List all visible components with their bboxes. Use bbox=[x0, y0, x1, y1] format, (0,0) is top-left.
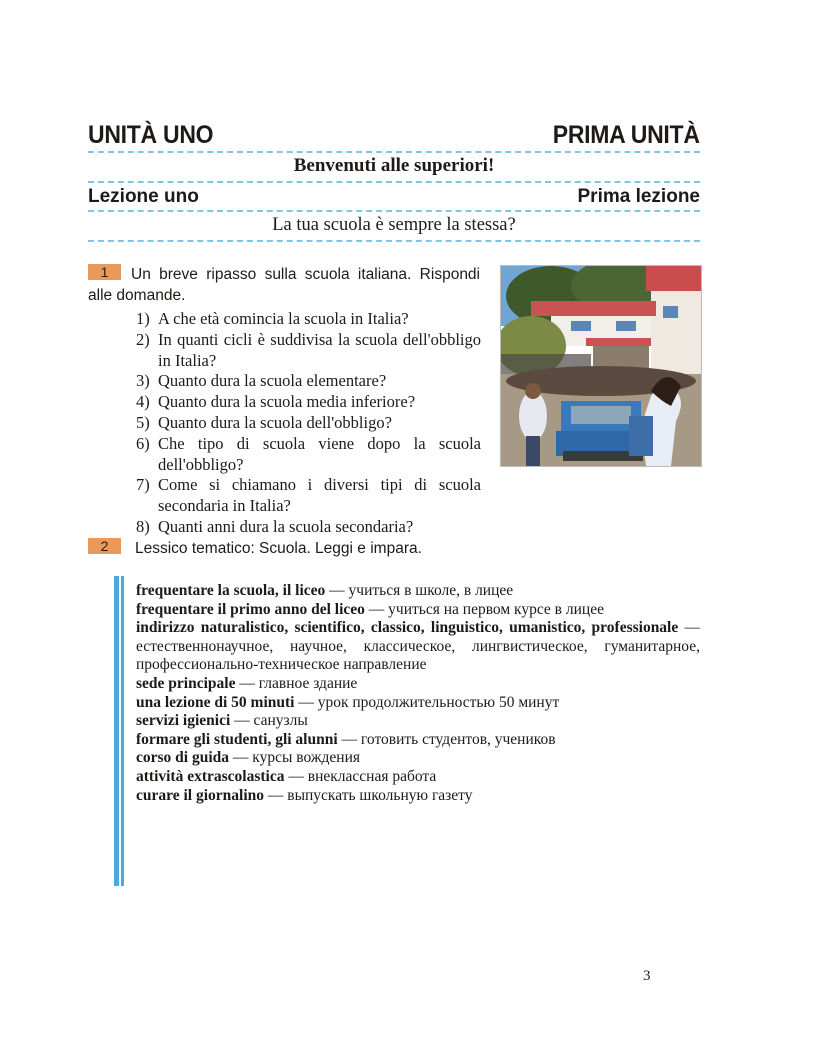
question-number: 1) bbox=[136, 309, 150, 328]
question-number: 5) bbox=[136, 412, 150, 432]
vocab-entry bbox=[136, 601, 700, 620]
vocab-entry bbox=[136, 787, 700, 806]
vocab-entry bbox=[136, 619, 700, 675]
vocab-term: curare il giornalino bbox=[136, 786, 265, 804]
vocab-term: attività extrascolastica bbox=[136, 767, 285, 785]
exercise-number-badge: 1 bbox=[88, 264, 121, 280]
divider bbox=[88, 210, 700, 212]
exercise-1-text: Un breve ripasso sulla scuola italiana. Rispondi alle domande. bbox=[88, 266, 480, 304]
question-item bbox=[136, 413, 481, 434]
divider bbox=[88, 240, 700, 242]
divider bbox=[88, 181, 700, 183]
vocab-translation: — выпускать школьную газету bbox=[267, 786, 473, 804]
vocab-translation: — главное здание bbox=[239, 674, 358, 692]
school-photo-illustration bbox=[501, 266, 701, 466]
vocab-translation: — санузлы bbox=[234, 712, 308, 730]
vocab-translation: — естественнонаучное, научное, классическое, лингвистическое, гуманитарное, профессионально-техническое направление bbox=[136, 619, 701, 674]
question-text: Quanti anni dura la scuola secondaria? bbox=[158, 516, 414, 536]
question-text: A che età comincia la scuola in Italia? bbox=[158, 309, 409, 328]
school-photo bbox=[500, 265, 702, 467]
question-item bbox=[136, 371, 481, 392]
vocab-translation: — учиться в школе, в лицее bbox=[329, 582, 514, 599]
question-number: 2) bbox=[136, 329, 150, 349]
vocab-translation: — урок продолжительностью 50 минут bbox=[298, 693, 560, 711]
vocab-term: servizi igienici bbox=[136, 712, 231, 730]
vocab-term: corso di guida bbox=[136, 749, 230, 767]
vocab-entry bbox=[136, 768, 700, 787]
question-text: Come si chiamano i diversi tipi di scuola secondaria in Italia? bbox=[158, 475, 481, 516]
vocab-term: frequentare la scuola, il liceo bbox=[136, 582, 326, 599]
vocab-entry bbox=[136, 712, 700, 731]
exercise-2-instruction bbox=[88, 538, 422, 558]
exercise-2-text: Lessico tematico: Scuola. Leggi e impara. bbox=[135, 540, 422, 557]
page-number: 3 bbox=[643, 968, 651, 984]
question-item bbox=[136, 330, 481, 372]
divider bbox=[88, 151, 700, 153]
unit-subtitle: Benvenuti alle superiori! bbox=[293, 155, 495, 176]
question-number: 8) bbox=[136, 516, 150, 536]
lesson-header bbox=[88, 184, 700, 208]
vocab-translation: — курсы вождения bbox=[232, 749, 361, 767]
question-text: Quanto dura la scuola elementare? bbox=[158, 371, 387, 391]
question-text: Quanto dura la scuola media inferiore? bbox=[158, 392, 416, 412]
question-item bbox=[136, 392, 481, 413]
exercise-number-badge: 2 bbox=[88, 538, 121, 554]
lesson-title-left: Lezione uno bbox=[88, 186, 199, 207]
vocab-term: frequentare il primo anno del liceo bbox=[136, 600, 365, 618]
question-number: 3) bbox=[136, 371, 150, 391]
vocab-term: una lezione di 50 minuti bbox=[136, 693, 295, 711]
lesson-subtitle: La tua scuola è sempre la stessa? bbox=[272, 215, 516, 235]
vocab-term: formare gli studenti, gli alunni bbox=[136, 730, 338, 748]
question-number: 7) bbox=[136, 475, 150, 495]
question-list bbox=[136, 309, 481, 538]
vocab-entry bbox=[136, 675, 700, 694]
question-text: Che tipo di scuola viene dopo la scuola dell'obbligo? bbox=[158, 433, 481, 474]
vocab-translation: — учиться на первом курсе в лицее bbox=[368, 600, 604, 618]
vocab-entry bbox=[136, 694, 700, 713]
vocab-entry bbox=[136, 731, 700, 750]
unit-title-right: PRIMA UNITÀ bbox=[553, 121, 700, 149]
question-item bbox=[136, 309, 481, 330]
vocab-sidebar-bar bbox=[121, 576, 124, 886]
question-item bbox=[136, 475, 481, 517]
vocab-term: sede principale bbox=[136, 674, 236, 692]
unit-title-left: UNITÀ UNO bbox=[88, 121, 214, 149]
question-text: Quanto dura la scuola dell'obbligo? bbox=[158, 412, 392, 432]
unit-header bbox=[88, 118, 700, 150]
question-item bbox=[136, 434, 481, 476]
vocab-term: indirizzo naturalistico, scientifico, classico, linguistico, umanistico, professionale bbox=[136, 619, 679, 637]
question-item bbox=[136, 517, 481, 538]
vocab-translation: — внеклассная работа bbox=[288, 767, 437, 785]
vocab-translation: — готовить студентов, учеников bbox=[341, 730, 556, 748]
vocabulary-list bbox=[136, 582, 700, 805]
vocab-sidebar-bar bbox=[114, 576, 119, 886]
question-number: 4) bbox=[136, 392, 150, 412]
exercise-1-instruction bbox=[88, 264, 480, 306]
vocab-entry bbox=[136, 749, 700, 768]
vocab-entry bbox=[136, 582, 700, 601]
question-text: In quanti cicli è suddivisa la scuola dell'obbligo in Italia? bbox=[158, 329, 481, 370]
question-number: 6) bbox=[136, 433, 150, 453]
lesson-title-right: Prima lezione bbox=[577, 186, 700, 207]
